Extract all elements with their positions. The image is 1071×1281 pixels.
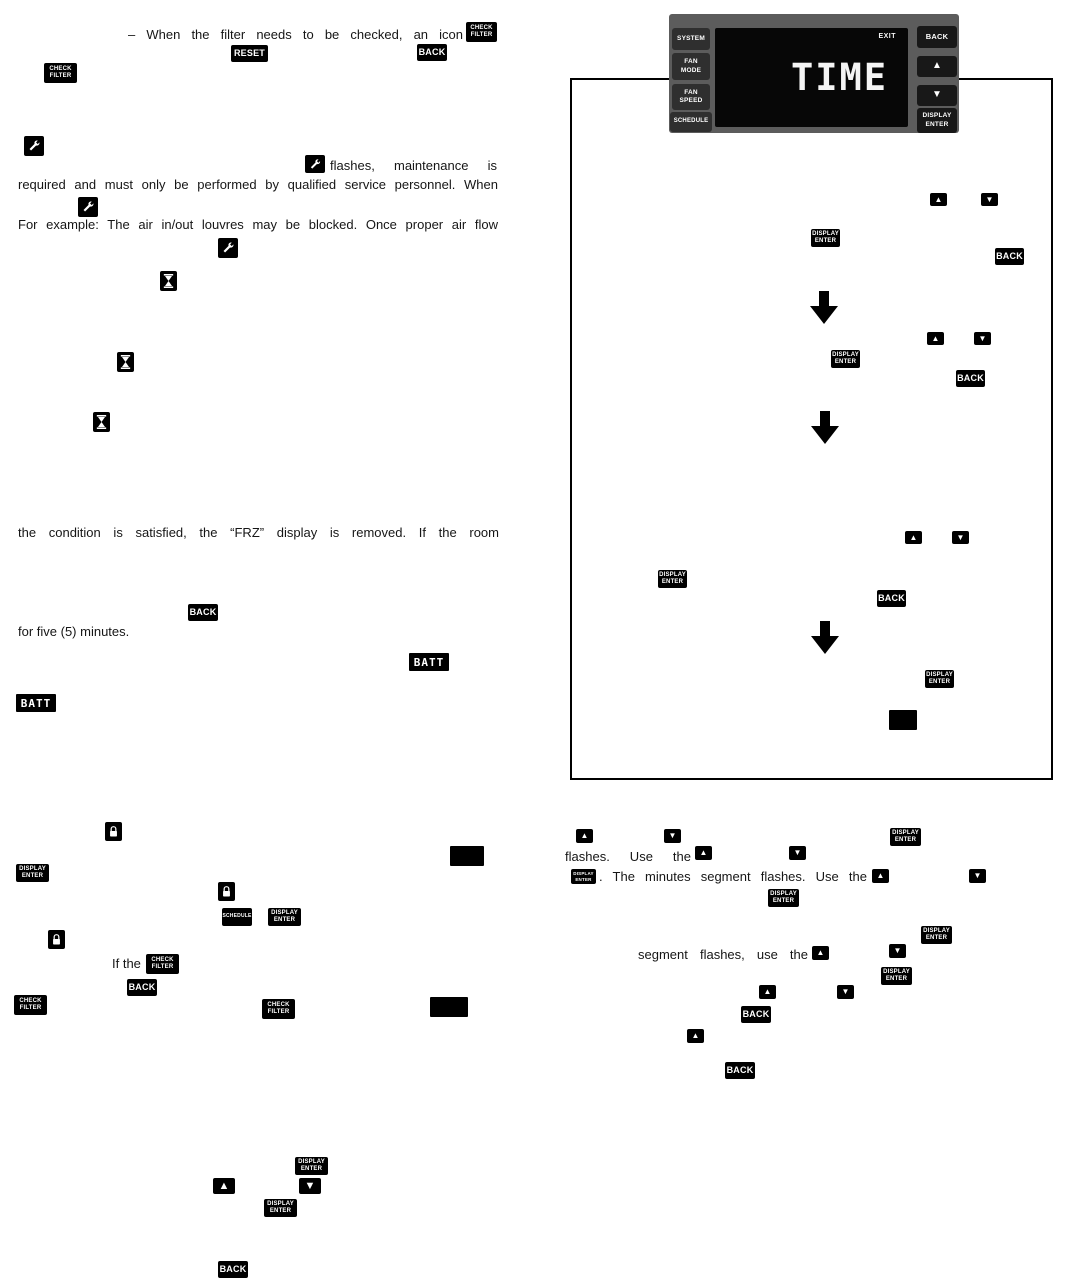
lock-icon: [105, 822, 122, 841]
schedule-key: [222, 908, 252, 926]
display-label: DISPLAY: [832, 351, 859, 358]
display-enter-key: [921, 926, 952, 944]
back-key: [188, 604, 218, 621]
display-label: DISPLAY: [892, 829, 919, 836]
back-label: BACK: [742, 1009, 770, 1020]
down-arrow-icon: ▼: [668, 831, 677, 840]
lcd-display: [715, 28, 908, 127]
body-text-line: If the: [112, 956, 141, 971]
display-label: DISPLAY: [573, 871, 594, 877]
schedule-label: SCHEDULE: [222, 913, 252, 920]
blank-key: [889, 710, 917, 730]
hourglass-icon: [93, 412, 110, 432]
down-arrow-key: [974, 332, 991, 345]
enter-label: ENTER: [575, 876, 592, 882]
back-key: [741, 1006, 771, 1023]
filter-label: FILTER: [470, 32, 493, 38]
schedule-button: [670, 112, 712, 132]
check-filter-key: [14, 995, 47, 1015]
display-label: DISPLAY: [267, 1200, 294, 1207]
enter-label: ENTER: [885, 976, 908, 982]
display-label: DISPLAY: [926, 671, 953, 678]
up-arrow-key: [213, 1178, 235, 1194]
back-label: BACK: [418, 47, 446, 58]
up-arrow-icon: ▲: [934, 194, 943, 204]
back-label: BACK: [189, 607, 217, 618]
check-label: CHECK: [151, 956, 174, 963]
batt-label: BATT: [413, 655, 445, 669]
flow-down-arrow: [811, 621, 839, 654]
check-label: CHECK: [49, 65, 72, 72]
body-text-line: – When the filter needs to be checked, an icon: [128, 27, 463, 42]
down-arrow-key: [299, 1178, 321, 1194]
lock-icon: [48, 930, 65, 949]
display-enter-key: [890, 828, 921, 846]
down-arrow-icon: ▼: [956, 532, 965, 542]
check-filter-key: [466, 22, 497, 42]
hourglass-icon: [117, 352, 134, 372]
lcd-exit-label: EXIT: [878, 33, 896, 40]
back-key: [877, 590, 906, 607]
up-arrow-icon: ▲: [931, 60, 943, 72]
down-arrow-key: [789, 846, 806, 860]
display-label: DISPLAY: [812, 230, 839, 237]
display-label: DISPLAY: [659, 571, 686, 578]
display-label: DISPLAY: [770, 890, 797, 897]
filter-label: FILTER: [49, 73, 72, 79]
down-arrow-icon: ▼: [793, 848, 802, 857]
up-arrow-key: [687, 1029, 704, 1043]
check-label: CHECK: [470, 24, 493, 31]
up-arrow-icon: ▲: [816, 948, 825, 957]
wrench-icon: [24, 136, 44, 156]
down-arrow-icon: ▼: [973, 871, 982, 880]
schedule-label: SCHEDULE: [673, 118, 709, 125]
up-arrow-key: [576, 829, 593, 843]
back-label: BACK: [925, 32, 949, 42]
fan-mode-button: [672, 53, 710, 80]
display-label: DISPLAY: [883, 968, 910, 975]
body-text-line: . The minutes segment flashes. Use the: [599, 869, 867, 884]
display-enter-key: [925, 670, 954, 688]
fan-label: FAN: [684, 88, 698, 96]
up-arrow-icon: ▲: [909, 532, 918, 542]
reset-key: [231, 45, 268, 62]
display-label: DISPLAY: [923, 927, 950, 934]
enter-label: ENTER: [273, 917, 296, 923]
hourglass-icon: [160, 271, 177, 291]
up-arrow-icon: ▲: [580, 831, 589, 840]
up-arrow-icon: ▲: [691, 1031, 700, 1040]
back-key: [127, 979, 157, 996]
display-label: DISPLAY: [19, 865, 46, 872]
speed-label: SPEED: [679, 97, 703, 104]
down-arrow-icon: ▼: [841, 987, 850, 996]
display-enter-key: [811, 229, 840, 247]
up-arrow-button: [917, 56, 957, 77]
flow-down-arrow: [811, 411, 839, 444]
display-label: DISPLAY: [271, 909, 298, 916]
lcd-time-text: TIME: [790, 56, 889, 99]
fan-speed-button: [672, 84, 710, 110]
system-button: [672, 28, 710, 50]
up-arrow-key: [759, 985, 776, 999]
down-arrow-key: [837, 985, 854, 999]
batt-label: BATT: [20, 696, 52, 710]
wrench-icon: [78, 197, 98, 217]
check-filter-key: [262, 999, 295, 1019]
enter-label: ENTER: [925, 120, 949, 128]
back-key: [417, 44, 447, 61]
batt-indicator: [16, 694, 56, 712]
down-arrow-key: [969, 869, 986, 883]
display-enter-button: [917, 108, 957, 133]
enter-label: ENTER: [928, 679, 951, 685]
down-arrow-icon: ▼: [985, 194, 994, 204]
back-label: BACK: [219, 1264, 247, 1275]
body-text-line: flashes. Use the: [565, 849, 691, 864]
up-arrow-icon: ▲: [931, 333, 940, 343]
enter-label: ENTER: [661, 579, 684, 585]
enter-label: ENTER: [21, 873, 44, 879]
display-enter-key: [571, 869, 596, 884]
back-label: BACK: [996, 251, 1023, 262]
up-arrow-icon: ▲: [218, 1179, 230, 1192]
enter-label: ENTER: [834, 359, 857, 365]
blank-key: [430, 997, 468, 1017]
down-arrow-button: [917, 85, 957, 106]
thermostat-panel: [669, 14, 959, 133]
fan-label: FAN: [684, 58, 698, 66]
up-arrow-key: [872, 869, 889, 883]
check-label: CHECK: [19, 997, 42, 1004]
back-key: [218, 1261, 248, 1278]
body-text-line: for five (5) minutes.: [18, 624, 130, 639]
down-arrow-key: [981, 193, 998, 206]
body-text-line: For example: The air in/out louvres may be blocked. Once proper air flow: [18, 217, 498, 232]
enter-label: ENTER: [300, 1166, 323, 1172]
body-text-line: segment flashes, use the: [638, 947, 808, 962]
body-text-line: the condition is satisfied, the “FRZ” display is removed. If the room: [18, 525, 499, 540]
up-arrow-icon: ▲: [876, 871, 885, 880]
up-arrow-key: [812, 946, 829, 960]
up-arrow-icon: ▲: [763, 987, 772, 996]
enter-label: ENTER: [269, 1208, 292, 1214]
check-label: CHECK: [267, 1001, 290, 1008]
enter-label: ENTER: [814, 238, 837, 244]
check-filter-key: [146, 954, 179, 974]
back-button: [917, 26, 957, 48]
display-enter-key: [658, 570, 687, 588]
enter-label: ENTER: [772, 898, 795, 904]
system-label: SYSTEM: [677, 34, 705, 42]
check-filter-key: [44, 63, 77, 83]
blank-key: [450, 846, 484, 866]
enter-label: ENTER: [925, 935, 948, 941]
display-label: DISPLAY: [922, 112, 952, 120]
wrench-icon: [305, 155, 325, 173]
display-enter-key: [16, 864, 49, 882]
up-arrow-key: [695, 846, 712, 860]
filter-label: FILTER: [19, 1005, 42, 1011]
back-label: BACK: [957, 373, 984, 384]
down-arrow-icon: ▼: [931, 89, 943, 101]
reset-label: RESET: [233, 48, 265, 59]
display-enter-key: [268, 908, 301, 926]
display-enter-key: [295, 1157, 328, 1175]
back-key: [956, 370, 985, 387]
display-label: DISPLAY: [298, 1158, 325, 1165]
back-label: BACK: [128, 982, 156, 993]
down-arrow-key: [664, 829, 681, 843]
down-arrow-icon: ▼: [893, 946, 902, 955]
back-key: [995, 248, 1024, 265]
back-label: BACK: [726, 1065, 754, 1076]
up-arrow-key: [927, 332, 944, 345]
display-enter-key: [831, 350, 860, 368]
enter-label: ENTER: [894, 837, 917, 843]
down-arrow-icon: ▼: [304, 1179, 316, 1192]
display-enter-key: [881, 967, 912, 985]
lock-icon: [218, 882, 235, 901]
down-arrow-key: [889, 944, 906, 958]
back-label: BACK: [878, 593, 905, 604]
display-enter-key: [768, 889, 799, 907]
filter-label: FILTER: [151, 964, 174, 970]
down-arrow-icon: ▼: [978, 333, 987, 343]
up-arrow-key: [905, 531, 922, 544]
down-arrow-key: [952, 531, 969, 544]
display-enter-key: [264, 1199, 297, 1217]
body-text-line: required and must only be performed by qualified service personnel. When: [18, 177, 498, 192]
flow-down-arrow: [810, 291, 838, 324]
back-key: [725, 1062, 755, 1079]
body-text-line: flashes, maintenance is: [330, 158, 497, 173]
wrench-icon: [218, 238, 238, 258]
up-arrow-key: [930, 193, 947, 206]
mode-label: MODE: [680, 66, 702, 74]
filter-label: FILTER: [267, 1009, 290, 1015]
up-arrow-icon: ▲: [699, 848, 708, 857]
batt-indicator: [409, 653, 449, 671]
